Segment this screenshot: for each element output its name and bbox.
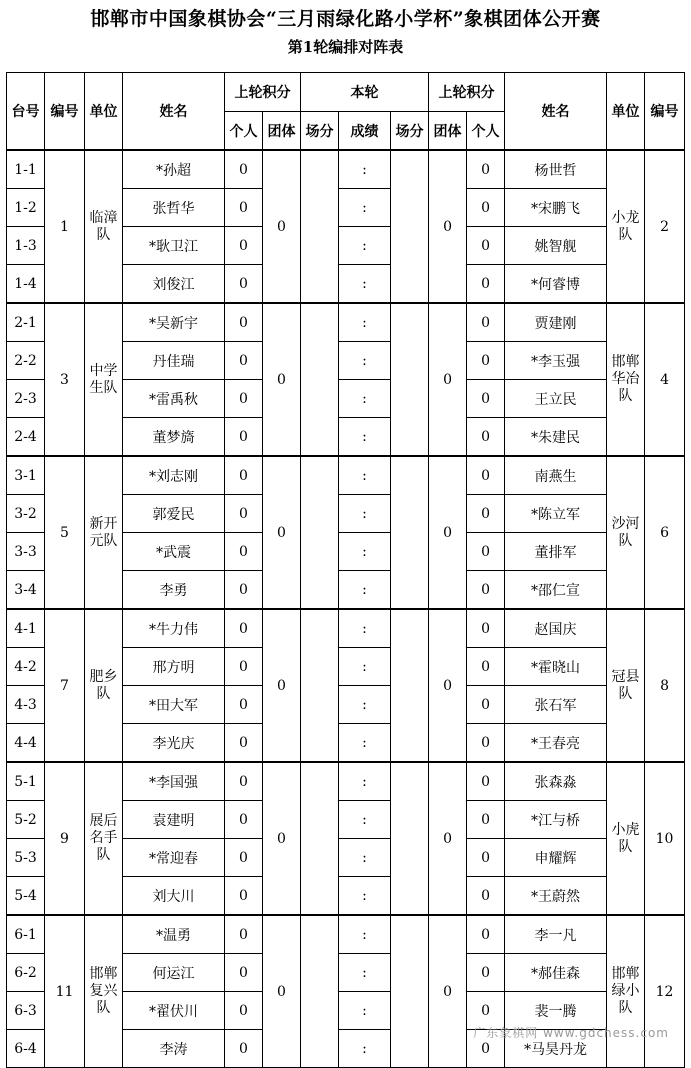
team-unit-right: 冠县队 [607, 609, 645, 762]
team-score-right: 0 [429, 915, 467, 1068]
board-number: 6-4 [7, 1030, 45, 1068]
individual-score-right: 0 [467, 456, 505, 495]
player-name-left: *吴新宇 [123, 303, 225, 342]
team-score-right: 0 [429, 303, 467, 456]
player-name-right: *霍晓山 [505, 648, 607, 686]
team-number-left: 1 [45, 150, 85, 303]
match-score-right [391, 609, 429, 762]
player-name-left: *耿卫江 [123, 227, 225, 265]
board-number: 5-1 [7, 762, 45, 801]
player-name-left: *武震 [123, 533, 225, 571]
player-name-left: *温勇 [123, 915, 225, 954]
match-score-left [301, 456, 339, 609]
individual-score-left: 0 [225, 571, 263, 610]
header-num-right: 编号 [645, 73, 685, 151]
header-unit-left: 单位 [85, 73, 123, 151]
team-number-right: 6 [645, 456, 685, 609]
match-score-left [301, 609, 339, 762]
individual-score-right: 0 [467, 648, 505, 686]
header-match-score-left: 场分 [301, 112, 339, 151]
player-name-right: *邵仁宣 [505, 571, 607, 610]
individual-score-left: 0 [225, 265, 263, 304]
board-number: 2-4 [7, 418, 45, 457]
team-number-left: 5 [45, 456, 85, 609]
board-number: 3-1 [7, 456, 45, 495]
board-number: 1-4 [7, 265, 45, 304]
header-team-right: 团体 [429, 112, 467, 151]
player-name-left: *牛力伟 [123, 609, 225, 648]
table-header [7, 73, 685, 151]
watermark: 广东象棋网 www.gdchess.com [473, 1026, 669, 1040]
page-subtitle: 第1轮编排对阵表 [287, 38, 404, 56]
individual-score-right: 0 [467, 342, 505, 380]
result-cell: : [339, 533, 391, 571]
player-name-left: 何运江 [123, 954, 225, 992]
team-unit-right: 沙河队 [607, 456, 645, 609]
result-cell: : [339, 265, 391, 304]
team-number-left: 9 [45, 762, 85, 915]
board-number: 1-3 [7, 227, 45, 265]
result-cell: : [339, 303, 391, 342]
result-cell: : [339, 915, 391, 954]
individual-score-right: 0 [467, 877, 505, 916]
individual-score-left: 0 [225, 839, 263, 877]
individual-score-right: 0 [467, 1030, 505, 1068]
player-name-right: 南燕生 [505, 456, 607, 495]
individual-score-right: 0 [467, 992, 505, 1030]
team-unit-left: 临漳队 [85, 150, 123, 303]
table-row [7, 456, 685, 495]
header-individual-left: 个人 [225, 112, 263, 151]
individual-score-left: 0 [225, 380, 263, 418]
individual-score-left: 0 [225, 418, 263, 457]
player-name-left: 丹佳瑞 [123, 342, 225, 380]
board-number: 4-3 [7, 686, 45, 724]
team-number-right: 4 [645, 303, 685, 456]
board-number: 5-3 [7, 839, 45, 877]
result-cell: : [339, 648, 391, 686]
individual-score-left: 0 [225, 992, 263, 1030]
team-number-right: 8 [645, 609, 685, 762]
individual-score-left: 0 [225, 801, 263, 839]
team-unit-right: 邯郸华冶队 [607, 303, 645, 456]
result-cell: : [339, 380, 391, 418]
header-team-left: 团体 [263, 112, 301, 151]
player-name-right: *宋鹏飞 [505, 189, 607, 227]
player-name-left: *李国强 [123, 762, 225, 801]
team-number-right: 10 [645, 762, 685, 915]
individual-score-left: 0 [225, 150, 263, 189]
individual-score-right: 0 [467, 839, 505, 877]
board-number: 3-2 [7, 495, 45, 533]
player-name-left: 邢方明 [123, 648, 225, 686]
board-number: 4-4 [7, 724, 45, 763]
team-unit-left: 展后名手队 [85, 762, 123, 915]
individual-score-right: 0 [467, 686, 505, 724]
individual-score-left: 0 [225, 648, 263, 686]
individual-score-left: 0 [225, 686, 263, 724]
player-name-left: *常迎春 [123, 839, 225, 877]
individual-score-right: 0 [467, 915, 505, 954]
player-name-right: *郝佳森 [505, 954, 607, 992]
individual-score-right: 0 [467, 609, 505, 648]
header-individual-right: 个人 [467, 112, 505, 151]
match-score-right [391, 456, 429, 609]
team-unit-right: 小虎队 [607, 762, 645, 915]
individual-score-left: 0 [225, 609, 263, 648]
result-cell: : [339, 418, 391, 457]
board-number: 3-4 [7, 571, 45, 610]
individual-score-right: 0 [467, 571, 505, 610]
player-name-left: 张哲华 [123, 189, 225, 227]
individual-score-right: 0 [467, 495, 505, 533]
player-name-left: 郭爱民 [123, 495, 225, 533]
individual-score-right: 0 [467, 801, 505, 839]
team-score-right: 0 [429, 150, 467, 303]
result-cell: : [339, 686, 391, 724]
team-score-left: 0 [263, 303, 301, 456]
team-score-left: 0 [263, 150, 301, 303]
individual-score-left: 0 [225, 762, 263, 801]
player-name-left: 李光庆 [123, 724, 225, 763]
match-score-left [301, 150, 339, 303]
match-score-right [391, 762, 429, 915]
player-name-right: 王立民 [505, 380, 607, 418]
result-cell: : [339, 762, 391, 801]
team-unit-right: 小龙队 [607, 150, 645, 303]
board-number: 1-2 [7, 189, 45, 227]
player-name-right: 杨世哲 [505, 150, 607, 189]
result-cell: : [339, 456, 391, 495]
player-name-left: *田大军 [123, 686, 225, 724]
player-name-left: 李涛 [123, 1030, 225, 1068]
player-name-right: 贾建刚 [505, 303, 607, 342]
player-name-left: *孙超 [123, 150, 225, 189]
individual-score-right: 0 [467, 380, 505, 418]
team-unit-left: 邯郸复兴队 [85, 915, 123, 1068]
page-title: 邯郸市中国象棋协会“三月雨绿化路小学杯”象棋团体公开赛 [90, 8, 601, 30]
table-row [7, 762, 685, 801]
player-name-left: 董梦旖 [123, 418, 225, 457]
team-score-right: 0 [429, 456, 467, 609]
player-name-left: 刘俊江 [123, 265, 225, 304]
board-number: 4-2 [7, 648, 45, 686]
table-row [7, 915, 685, 954]
team-score-left: 0 [263, 609, 301, 762]
board-number: 1-1 [7, 150, 45, 189]
header-name-right: 姓名 [505, 73, 607, 151]
team-score-right: 0 [429, 762, 467, 915]
individual-score-left: 0 [225, 456, 263, 495]
match-score-left [301, 762, 339, 915]
player-name-right: 董排军 [505, 533, 607, 571]
board-number: 6-2 [7, 954, 45, 992]
result-cell: : [339, 609, 391, 648]
match-score-right [391, 303, 429, 456]
header-name-left: 姓名 [123, 73, 225, 151]
header-unit-right: 单位 [607, 73, 645, 151]
result-cell: : [339, 1030, 391, 1068]
individual-score-right: 0 [467, 533, 505, 571]
team-unit-right: 邯郸绿小队 [607, 915, 645, 1068]
individual-score-left: 0 [225, 303, 263, 342]
team-score-left: 0 [263, 762, 301, 915]
individual-score-left: 0 [225, 495, 263, 533]
individual-score-left: 0 [225, 1030, 263, 1068]
result-cell: : [339, 342, 391, 380]
player-name-right: *李玉强 [505, 342, 607, 380]
result-cell: : [339, 877, 391, 916]
board-number: 6-3 [7, 992, 45, 1030]
result-cell: : [339, 954, 391, 992]
match-score-right [391, 150, 429, 303]
player-name-right: 申耀辉 [505, 839, 607, 877]
player-name-left: 袁建明 [123, 801, 225, 839]
player-name-right: *江与桥 [505, 801, 607, 839]
individual-score-right: 0 [467, 418, 505, 457]
individual-score-right: 0 [467, 303, 505, 342]
board-number: 2-1 [7, 303, 45, 342]
player-name-right: 裴一腾 [505, 992, 607, 1030]
result-cell: : [339, 189, 391, 227]
table-body [7, 150, 685, 1068]
individual-score-right: 0 [467, 762, 505, 801]
team-number-right: 2 [645, 150, 685, 303]
team-number-left: 11 [45, 915, 85, 1068]
board-number: 5-4 [7, 877, 45, 916]
team-unit-left: 新开元队 [85, 456, 123, 609]
header-match-score-right: 场分 [391, 112, 429, 151]
match-score-left [301, 915, 339, 1068]
individual-score-left: 0 [225, 915, 263, 954]
result-cell: : [339, 992, 391, 1030]
individual-score-right: 0 [467, 265, 505, 304]
result-cell: : [339, 150, 391, 189]
pairing-table [6, 72, 685, 1068]
player-name-right: 张森淼 [505, 762, 607, 801]
result-cell: : [339, 724, 391, 763]
team-unit-left: 中学生队 [85, 303, 123, 456]
team-number-left: 7 [45, 609, 85, 762]
individual-score-left: 0 [225, 533, 263, 571]
player-name-right: *马昊丹龙 [505, 1030, 607, 1068]
individual-score-right: 0 [467, 189, 505, 227]
board-number: 2-3 [7, 380, 45, 418]
table-row [7, 150, 685, 189]
result-cell: : [339, 839, 391, 877]
player-name-right: 李一凡 [505, 915, 607, 954]
individual-score-right: 0 [467, 724, 505, 763]
player-name-right: 张石军 [505, 686, 607, 724]
header-board: 台号 [7, 73, 45, 151]
header-num-left: 编号 [45, 73, 85, 151]
match-score-left [301, 303, 339, 456]
team-number-left: 3 [45, 303, 85, 456]
table-row [7, 303, 685, 342]
team-score-left: 0 [263, 456, 301, 609]
team-number-right: 12 [645, 915, 685, 1068]
header-prev-score-right: 上轮积分 [429, 73, 505, 112]
individual-score-right: 0 [467, 954, 505, 992]
result-cell: : [339, 227, 391, 265]
individual-score-left: 0 [225, 342, 263, 380]
header-prev-score-left: 上轮积分 [225, 73, 301, 112]
individual-score-right: 0 [467, 150, 505, 189]
player-name-right: *朱建民 [505, 418, 607, 457]
individual-score-left: 0 [225, 189, 263, 227]
table-row [7, 609, 685, 648]
board-number: 3-3 [7, 533, 45, 571]
player-name-right: *王蔚然 [505, 877, 607, 916]
result-cell: : [339, 571, 391, 610]
board-number: 5-2 [7, 801, 45, 839]
player-name-right: *何睿博 [505, 265, 607, 304]
player-name-left: *翟伏川 [123, 992, 225, 1030]
team-score-left: 0 [263, 915, 301, 1068]
result-cell: : [339, 801, 391, 839]
header-this-round: 本轮 [301, 73, 429, 112]
individual-score-left: 0 [225, 227, 263, 265]
result-cell: : [339, 495, 391, 533]
player-name-right: *陈立军 [505, 495, 607, 533]
individual-score-left: 0 [225, 877, 263, 916]
player-name-left: *刘志刚 [123, 456, 225, 495]
individual-score-right: 0 [467, 227, 505, 265]
player-name-right: *王春亮 [505, 724, 607, 763]
match-score-right [391, 915, 429, 1068]
player-name-left: *雷禹秋 [123, 380, 225, 418]
player-name-right: 赵国庆 [505, 609, 607, 648]
player-name-right: 姚智舰 [505, 227, 607, 265]
board-number: 6-1 [7, 915, 45, 954]
header-result: 成绩 [339, 112, 391, 151]
board-number: 2-2 [7, 342, 45, 380]
team-unit-left: 肥乡队 [85, 609, 123, 762]
player-name-left: 刘大川 [123, 877, 225, 916]
individual-score-left: 0 [225, 724, 263, 763]
team-score-right: 0 [429, 609, 467, 762]
player-name-left: 李勇 [123, 571, 225, 610]
individual-score-left: 0 [225, 954, 263, 992]
board-number: 4-1 [7, 609, 45, 648]
